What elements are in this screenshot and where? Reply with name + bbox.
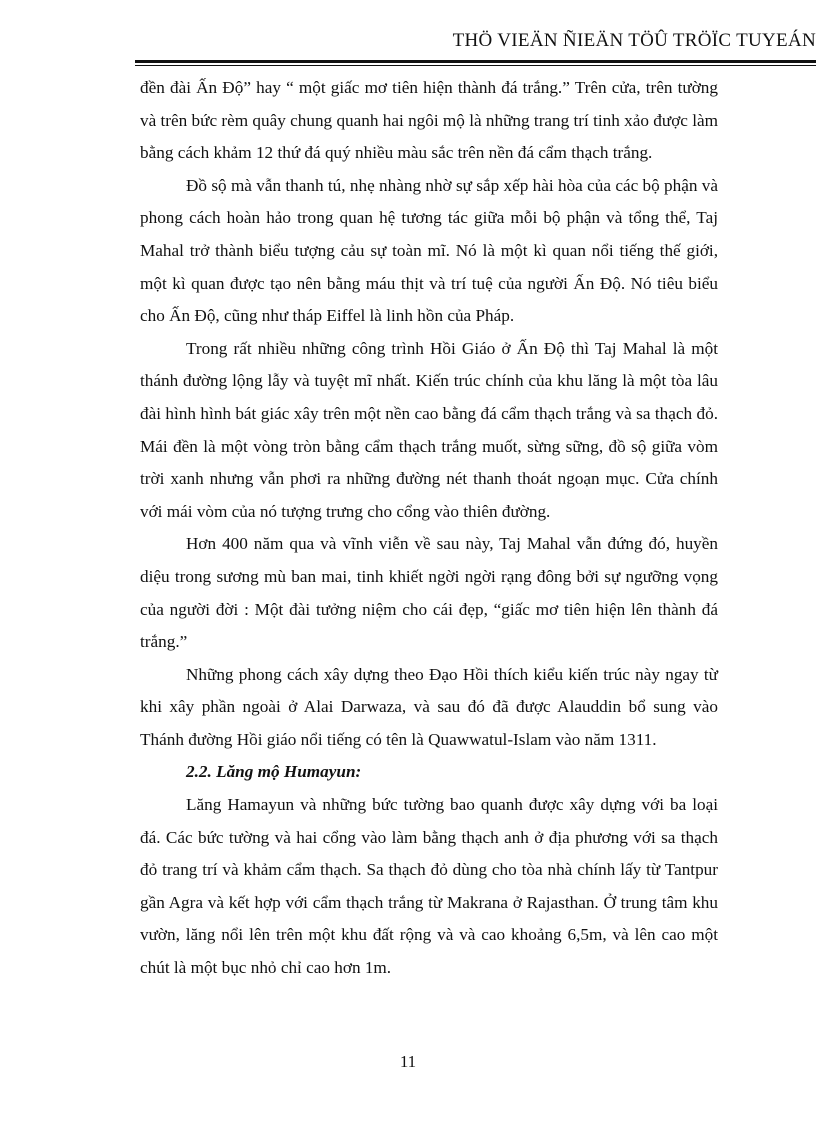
section-heading: 2.2. Lăng mộ Humayun: (186, 762, 362, 782)
header-rule-thin (135, 65, 816, 66)
header-rule-thick (135, 60, 816, 63)
paragraph-taj-mahal-400-years: Hơn 400 năm qua và vĩnh viễn về sau này, Taj Mahal vẫn đứng đó, huyền diệu trong sương mù ban mai, tinh khiết ngời ngời rạng đông bởi sự ngưỡng vọng của người đời : Một đài tưởng niệm cho cái đẹp, “giấc mơ tiên hiện lên thành đá trắng.” (140, 534, 718, 652)
page-number: 11 (399, 1052, 417, 1071)
paragraph-islamic-style: Những phong cách xây dựng theo Đạo Hồi thích kiểu kiến trúc này ngay từ khi xây phần ngoài ở Alai Darwaza, và sau đó đã được Alauddin bổ sung vào Thánh đường Hồi giáo nổi tiếng có tên là Quawwatul-Islam vào năm 1311. (140, 664, 718, 749)
paragraph-taj-mahal-symbol: Đồ sộ mà vẫn thanh tú, nhẹ nhàng nhờ sự sắp xếp hài hòa của các bộ phận và phong cách hoàn hảo trong quan hệ tương tác giữa mỗi bộ phận và tổng thể, Taj Mahal trở thành biểu tượng cảu sự toàn mĩ. Nó là một kì quan nổi tiếng thế giới, một kì quan được tạo nên bằng máu thịt và trí tuệ của người Ấn Độ. Nó tiêu biểu cho Ấn Độ, cũng như tháp Eiffel là linh hồn của Pháp. (140, 175, 718, 326)
paragraph-continuation: đền đài Ấn Độ” hay “ một giấc mơ tiên hiện thành đá trắng.” Trên cửa, trên tường và trên bức rèm quây chung quanh hai ngôi mộ là những trang trí tinh xảo được làm bằng cách khảm 12 thứ đá quý nhiều màu sắc trên nền đá cẩm thạch trắng. (140, 78, 718, 163)
paragraph-humayun-tomb: Lăng Hamayun và những bức tường bao quanh được xây dựng với ba loại đá. Các bức tường và hai cổng vào làm bằng thạch anh ở địa phương với sa thạch đỏ trang trí và khảm cẩm thạch. Sa thạch đỏ dùng cho tòa nhà chính lấy từ Tantpur gần Agra và kết hợp với cẩm thạch trắng từ Makrana ở Rajasthan. Ở trung tâm khu vườn, lăng nổi lên trên một khu đất rộng và và cao khoảng 6,5m, và lên cao một chút là một bục nhỏ chỉ cao hơn 1m. (140, 795, 718, 978)
page-header-title: THÖ VIEÄN ÑIEÄN TÖÛ TRÖÏC TUYEÁN (452, 30, 816, 51)
paragraph-taj-mahal-architecture: Trong rất nhiều những công trình Hồi Giáo ở Ấn Độ thì Taj Mahal là một thánh đường lộng lẫy và tuyệt mĩ nhất. Kiến trúc chính của khu lăng là một tòa lâu đài hình hình bát giác xây trên một nền cao bằng đá cẩm thạch trắng và sa thạch đỏ. Mái đền là một vòng tròn bằng cẩm thạch trắng muốt, sừng sững, đồ sộ giữa vòm trời xanh nhưng vẫn phơi ra những đường nét thanh thoát ngoạn mục. Cửa chính với mái vòm của nó tượng trưng cho cổng vào thiên đường. (140, 338, 718, 521)
document-body (140, 72, 718, 985)
